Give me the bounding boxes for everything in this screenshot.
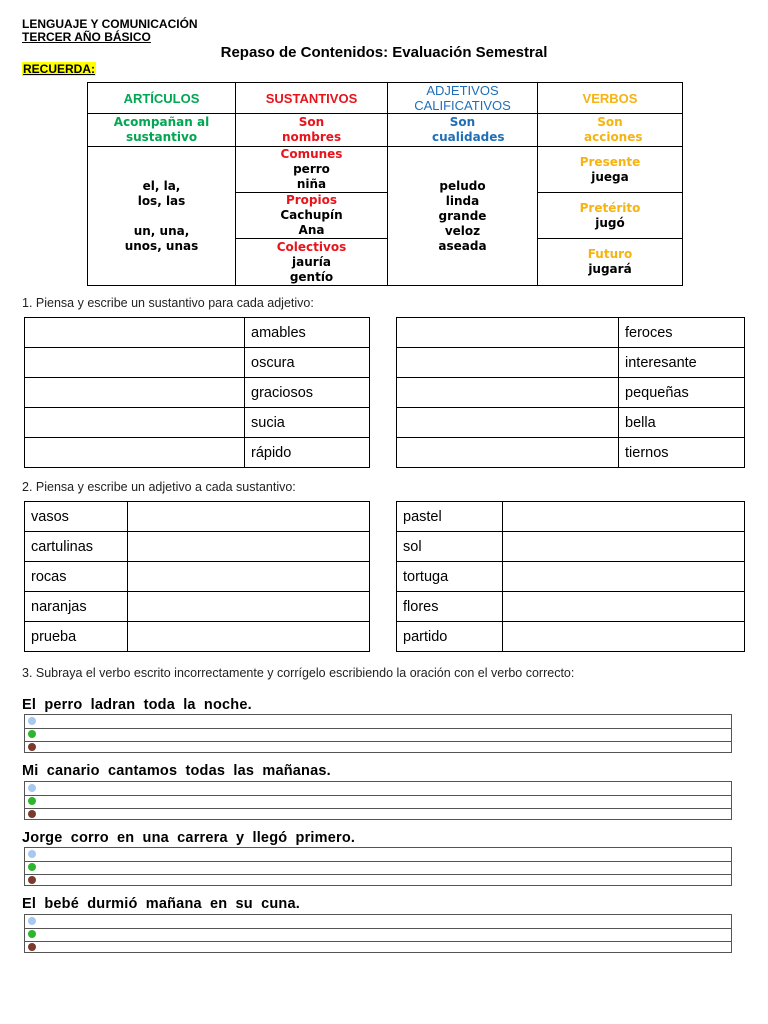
line-dot bbox=[28, 743, 36, 751]
sustantivo-example: jauría bbox=[292, 254, 331, 269]
answer-cell[interactable] bbox=[503, 532, 745, 562]
articulo-line bbox=[88, 209, 235, 224]
sustantivo-colectivos bbox=[236, 239, 388, 286]
articulo-line: un, una, bbox=[133, 223, 190, 238]
writing-lines-1[interactable] bbox=[24, 714, 732, 753]
answer-cell[interactable] bbox=[397, 348, 619, 378]
writing-lines-4[interactable] bbox=[24, 914, 732, 953]
answer-cell[interactable] bbox=[128, 592, 370, 622]
verbo-presente bbox=[538, 147, 683, 193]
line-dot bbox=[28, 810, 36, 818]
answer-cell[interactable] bbox=[128, 532, 370, 562]
sustantivo-comunes bbox=[236, 147, 388, 193]
answer-cell[interactable] bbox=[397, 378, 619, 408]
writing-lines-3[interactable] bbox=[24, 847, 732, 886]
adjective-cell: sucia bbox=[245, 408, 370, 438]
answer-cell[interactable] bbox=[25, 438, 245, 468]
section1-right-table bbox=[396, 317, 745, 468]
answer-cell[interactable] bbox=[397, 318, 619, 348]
sub-verbos-text: Son acciones bbox=[584, 115, 643, 144]
adjective-cell: amables bbox=[245, 318, 370, 348]
page-title: Repaso de Contenidos: Evaluación Semestral bbox=[220, 44, 548, 61]
articulo-line: los, las bbox=[137, 193, 186, 208]
adjective-cell: feroces bbox=[619, 318, 745, 348]
line-dot bbox=[28, 797, 36, 805]
sustantivo-type-label: Comunes bbox=[280, 147, 343, 161]
noun-cell: vasos bbox=[25, 502, 128, 532]
sentence-1: El perro ladran toda la noche. bbox=[22, 697, 252, 713]
grade-label: TERCER AÑO BÁSICO bbox=[22, 30, 151, 44]
writing-lines-2[interactable] bbox=[24, 781, 732, 820]
adjetivos-examples bbox=[388, 147, 538, 286]
sub-sustantivos-text: Son nombres bbox=[282, 115, 342, 144]
sustantivo-type-label: Colectivos bbox=[276, 239, 347, 254]
sustantivo-propios bbox=[236, 193, 388, 239]
answer-cell[interactable] bbox=[503, 622, 745, 652]
line-dot bbox=[28, 943, 36, 951]
sustantivo-type-label: Propios bbox=[285, 193, 338, 207]
answer-cell[interactable] bbox=[128, 502, 370, 532]
noun-cell: sol bbox=[397, 532, 503, 562]
verbo-preterito bbox=[538, 193, 683, 239]
line-dot bbox=[28, 863, 36, 871]
verbo-futuro bbox=[538, 239, 683, 286]
sentence-3: Jorge corro en una carrera y llegó primero. bbox=[22, 830, 356, 846]
adjective-cell: oscura bbox=[245, 348, 370, 378]
answer-cell[interactable] bbox=[25, 378, 245, 408]
sentence-2: Mi canario cantamos todas las mañanas. bbox=[22, 763, 331, 779]
section1-left-table bbox=[24, 317, 370, 468]
section3-instruction: 3. Subraya el verbo escrito incorrectamente y corrígelo escribiendo la oración con el verbo correcto: bbox=[22, 666, 575, 680]
subject-label: LENGUAJE Y COMUNICACIÓN bbox=[22, 17, 198, 31]
verbo-example: jugará bbox=[588, 262, 632, 276]
sub-articulos bbox=[88, 114, 236, 147]
noun-cell: flores bbox=[397, 592, 503, 622]
sub-sustantivos bbox=[236, 114, 388, 147]
section2-right-table bbox=[396, 501, 745, 652]
noun-cell: partido bbox=[397, 622, 503, 652]
sustantivo-example: Ana bbox=[298, 223, 325, 237]
answer-cell[interactable] bbox=[128, 562, 370, 592]
header-articulos: ARTÍCULOS bbox=[88, 83, 236, 114]
line-dot bbox=[28, 930, 36, 938]
sub-adjetivos-text: Son cualidades bbox=[432, 115, 505, 144]
adjetivo-example: linda bbox=[445, 193, 480, 208]
noun-cell: cartulinas bbox=[25, 532, 128, 562]
adjetivo-example: peludo bbox=[439, 178, 486, 193]
answer-cell[interactable] bbox=[397, 438, 619, 468]
header-adjetivos: ADJETIVOS CALIFICATIVOS bbox=[388, 83, 538, 114]
adjective-cell: rápido bbox=[245, 438, 370, 468]
answer-cell[interactable] bbox=[503, 592, 745, 622]
sub-adjetivos bbox=[388, 114, 538, 147]
line-dot bbox=[28, 784, 36, 792]
line-dot bbox=[28, 876, 36, 884]
sustantivo-example: perro bbox=[293, 162, 330, 176]
line-dot bbox=[28, 917, 36, 925]
recuerda-label: RECUERDA: bbox=[23, 62, 95, 76]
adjective-cell: graciosos bbox=[245, 378, 370, 408]
adjective-cell: pequeñas bbox=[619, 378, 745, 408]
line-dot bbox=[28, 730, 36, 738]
adjetivo-example: grande bbox=[438, 208, 487, 223]
line-dot bbox=[28, 850, 36, 858]
adjetivo-example: aseada bbox=[438, 238, 487, 253]
summary-table bbox=[87, 82, 683, 286]
section2-left-table bbox=[24, 501, 370, 652]
header-verbos: VERBOS bbox=[538, 83, 683, 114]
line-dot bbox=[28, 717, 36, 725]
verbo-tense-label: Futuro bbox=[587, 247, 633, 261]
sustantivo-example: gentío bbox=[289, 269, 334, 284]
answer-cell[interactable] bbox=[397, 408, 619, 438]
articulo-line: el, la, bbox=[142, 178, 181, 193]
answer-cell[interactable] bbox=[503, 502, 745, 532]
sub-articulos-text: Acompañan al sustantivo bbox=[113, 115, 210, 144]
verbo-example: juega bbox=[591, 169, 629, 184]
answer-cell[interactable] bbox=[128, 622, 370, 652]
noun-cell: tortuga bbox=[397, 562, 503, 592]
sustantivo-example: niña bbox=[296, 177, 327, 191]
articulo-line: unos, unas bbox=[124, 238, 199, 253]
adjective-cell: tiernos bbox=[619, 438, 745, 468]
answer-cell[interactable] bbox=[25, 318, 245, 348]
section1-instruction: 1. Piensa y escribe un sustantivo para cada adjetivo: bbox=[22, 296, 314, 310]
verbo-tense-label: Presente bbox=[579, 154, 641, 169]
sustantivo-example: Cachupín bbox=[280, 208, 343, 222]
verbo-tense-label: Pretérito bbox=[579, 200, 641, 215]
sub-verbos bbox=[538, 114, 683, 147]
section2-instruction: 2. Piensa y escribe un adjetivo a cada sustantivo: bbox=[22, 480, 296, 494]
adjective-cell: bella bbox=[619, 408, 745, 438]
adjetivo-example: veloz bbox=[444, 223, 481, 238]
articulos-examples bbox=[88, 147, 236, 286]
noun-cell: rocas bbox=[25, 562, 128, 592]
header-sustantivos: SUSTANTIVOS bbox=[236, 83, 388, 114]
sentence-4: El bebé durmió mañana en su cuna. bbox=[22, 896, 300, 912]
noun-cell: naranjas bbox=[25, 592, 128, 622]
answer-cell[interactable] bbox=[25, 408, 245, 438]
answer-cell[interactable] bbox=[25, 348, 245, 378]
noun-cell: prueba bbox=[25, 622, 128, 652]
noun-cell: pastel bbox=[397, 502, 503, 532]
adjective-cell: interesante bbox=[619, 348, 745, 378]
answer-cell[interactable] bbox=[503, 562, 745, 592]
verbo-example: jugó bbox=[595, 215, 625, 230]
